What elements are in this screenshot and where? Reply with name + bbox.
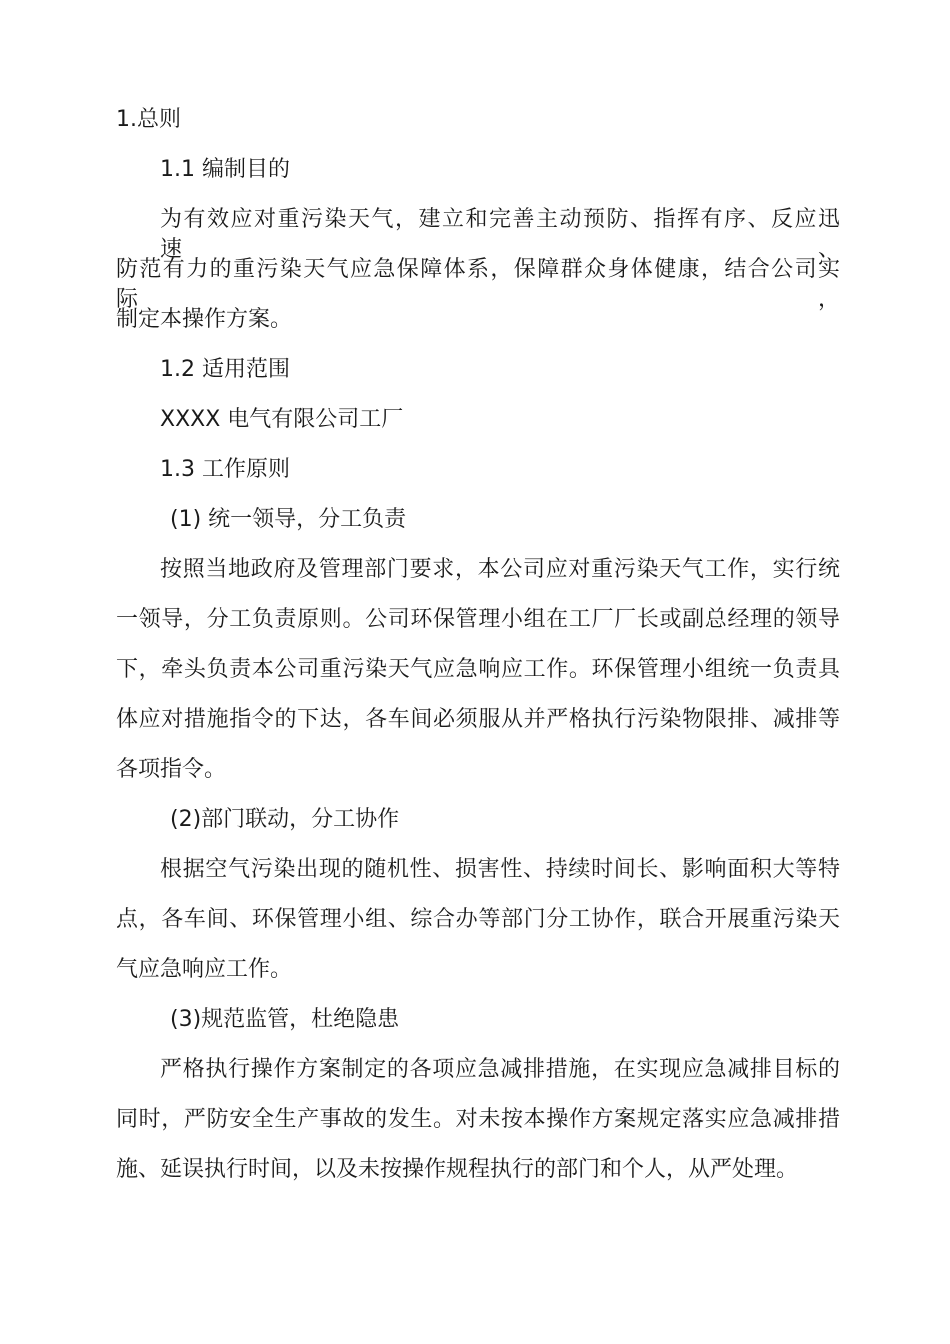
principle-2-line-3: 气应急响应工作。	[116, 957, 293, 982]
chapter-heading: 1.总则	[116, 107, 181, 132]
principle-title-3: (3)规范监管，杜绝隐患	[170, 1007, 400, 1032]
principle-2-line-2: 点，各车间、环保管理小组、综合办等部门分工协作，联合开展重污染天	[116, 907, 840, 932]
section-title-scope: 1.2 适用范围	[160, 357, 290, 382]
principle-1-line-1: 按照当地政府及管理部门要求，本公司应对重污染天气工作，实行统	[160, 557, 840, 582]
section-title-principles: 1.3 工作原则	[160, 457, 290, 482]
purpose-line-3: 制定本操作方案。	[116, 307, 293, 332]
principle-1-line-2: 一领导，分工负责原则。公司环保管理小组在工厂厂长或副总经理的领导	[116, 607, 840, 632]
purpose-line-1: 为有效应对重污染天气，建立和完善主动预防、指挥有序、反应迅速、	[160, 207, 840, 262]
principle-3-line-2: 同时，严防安全生产事故的发生。对未按本操作方案规定落实应急减排措	[116, 1107, 840, 1132]
principle-1-line-4: 体应对措施指令的下达，各车间必须服从并严格执行污染物限排、减排等	[116, 707, 840, 732]
purpose-line-2: 防范有力的重污染天气应急保障体系，保障群众身体健康，结合公司实际，	[116, 257, 840, 312]
principle-1-line-5: 各项指令。	[116, 757, 227, 782]
principle-title-2: (2)部门联动，分工协作	[170, 807, 400, 832]
principle-3-line-1: 严格执行操作方案制定的各项应急减排措施，在实现应急减排目标的	[160, 1057, 840, 1082]
scope-text: XXXX 电气有限公司工厂	[160, 407, 404, 432]
section-title-purpose: 1.1 编制目的	[160, 157, 290, 182]
principle-title-1: (1) 统一领导，分工负责	[170, 507, 407, 532]
principle-3-line-3: 施、延误执行时间，以及未按操作规程执行的部门和个人，从严处理。	[116, 1157, 799, 1182]
principle-2-line-1: 根据空气污染出现的随机性、损害性、持续时间长、影响面积大等特	[160, 857, 840, 882]
principle-1-line-3: 下，牵头负责本公司重污染天气应急响应工作。环保管理小组统一负责具	[116, 657, 840, 682]
